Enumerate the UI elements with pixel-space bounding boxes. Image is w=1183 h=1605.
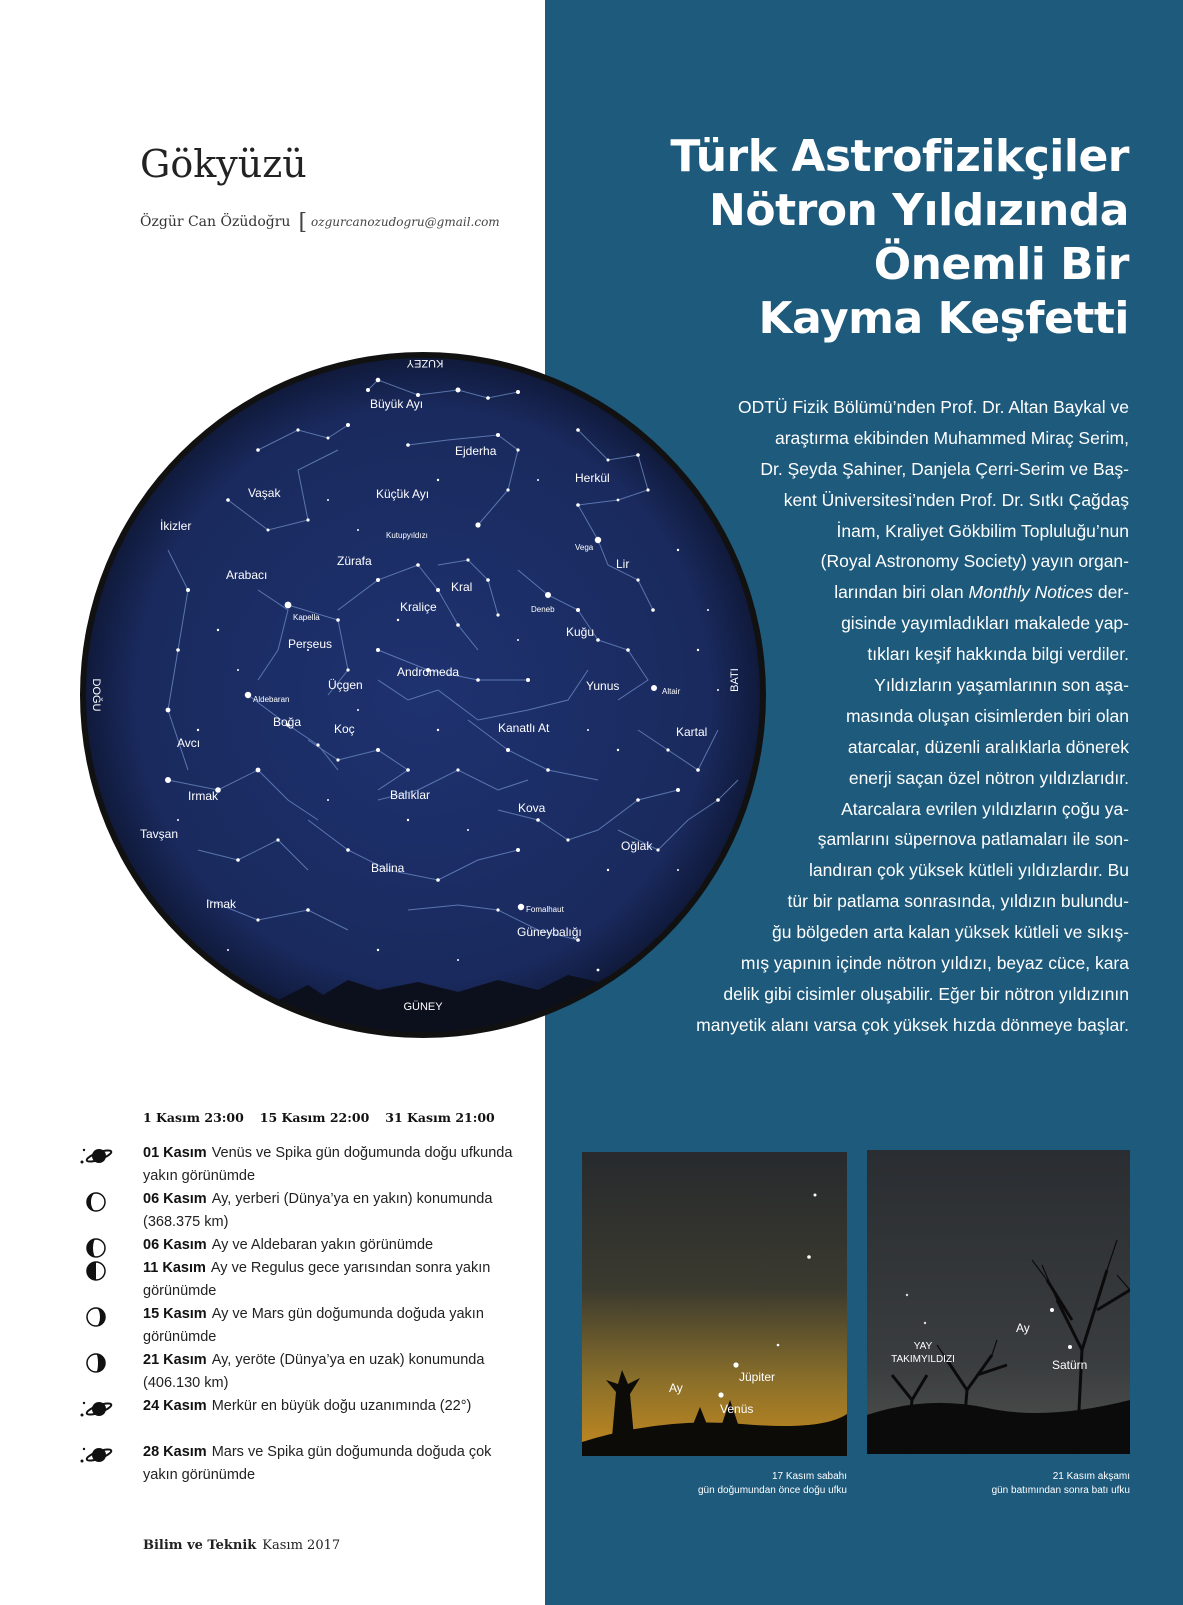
body-line: ğu bölgeden arta kalan yüksek kütleli ve sıkış- [772, 922, 1129, 943]
event-item [78, 1303, 518, 1349]
moon-phase-icon [78, 1351, 120, 1375]
sky-map [78, 350, 768, 1040]
author-line [140, 210, 500, 235]
event-text: Ay, yeröte (Dünya’ya en uzak) konumunda (406.130 km) [143, 1352, 485, 1391]
label-lir: Lir [616, 557, 630, 571]
label-irmak-1: Irmak [188, 789, 218, 803]
body-line-part: der- [1093, 582, 1129, 603]
event-date: 06 Kasım [143, 1237, 207, 1253]
event-date: 11 Kasım [143, 1260, 206, 1276]
event-text: Venüs ve Spika gün doğumunda doğu ufkunda yakın görünümde [143, 1145, 513, 1184]
body-line: landıran çok yüksek kütleli yıldızlardır. Bu [808, 860, 1129, 881]
label-kucuk-ayi: Küçük Ayı [376, 487, 430, 501]
body-line: kent Üniversitesi’nden Prof. Dr. Sıtkı Çağdaş [783, 489, 1129, 510]
label-arabaci: Arabacı [226, 568, 268, 582]
author-email[interactable]: ozgurcanozudogru@gmail.com [311, 215, 500, 229]
label-boga: Boğa [273, 715, 302, 729]
caption-line: 21 Kasım akşamı [1052, 1471, 1130, 1482]
label-deneb: Deneb [531, 605, 555, 614]
label-buyuk-ayi: Büyük Ayı [370, 397, 424, 411]
event-item [78, 1142, 518, 1188]
time-1: 1 Kasım 23:00 [143, 1110, 244, 1125]
label-ikizler: İkizler [160, 519, 192, 533]
planet-icon [78, 1443, 120, 1467]
planet-icon [78, 1397, 120, 1421]
body-line: Atarcalara evrilen yıldızların çoğu ya- [841, 798, 1129, 819]
event-text: Ay, yerberi (Dünya’ya en yakın) konumunda (368.375 km) [143, 1191, 493, 1230]
label-ejderha: Ejderha [455, 444, 497, 458]
morning-sky-image [582, 1152, 847, 1456]
event-date: 01 Kasım [143, 1145, 207, 1161]
label-kralice: Kraliçe [400, 600, 437, 614]
label-uccgen: Üçgen [328, 678, 363, 692]
label-vasak: Vaşak [248, 486, 281, 500]
label-perseus: Perseus [288, 637, 333, 651]
label-ay: Ay [669, 1381, 683, 1395]
label-yay: YAY [913, 1341, 933, 1352]
photo-evening-sky [867, 1150, 1130, 1454]
label-takimyildizi: TAKIMYILDIZI [891, 1354, 955, 1365]
event-item [78, 1188, 518, 1234]
label-ay: Ay [1016, 1321, 1030, 1335]
label-venus: Venüs [720, 1402, 754, 1416]
label-koc: Koç [334, 722, 355, 736]
body-line: manyetik alanı varsa çok yüksek hızda dönmeye başlar. [696, 1014, 1129, 1035]
label-kutupyildizi: Kutupyıldızı [386, 531, 428, 540]
caption-morning-sky [577, 1470, 847, 1498]
observation-times [143, 1110, 511, 1125]
issue-date: Kasım 2017 [262, 1538, 341, 1553]
event-item [78, 1257, 518, 1303]
label-saturn: Satürn [1052, 1358, 1088, 1372]
label-jupiter: Jüpiter [739, 1370, 776, 1384]
label-baliklar: Balıklar [390, 788, 431, 802]
body-line: (Royal Astronomy Society) yayın organ- [820, 551, 1129, 572]
event-item [78, 1395, 518, 1441]
page-footer [143, 1538, 340, 1553]
label-zurafa: Zürafa [337, 554, 372, 568]
headline-line: Önemli Bir [873, 239, 1129, 290]
body-line: tıkları keşif hakkında bilgi verdiler. [867, 644, 1129, 665]
event-date: 28 Kasım [143, 1444, 207, 1460]
label-altair: Altair [662, 687, 681, 696]
event-date: 06 Kasım [143, 1191, 207, 1207]
label-herkul: Herkül [575, 471, 610, 485]
label-kartal: Kartal [676, 725, 708, 739]
label-oglak: Oğlak [621, 839, 653, 853]
event-text: Ay ve Regulus gece yarısından sonra yakın görünümde [143, 1260, 491, 1299]
body-line: İnam, Kraliyet Gökbilim Topluluğu’nun [836, 520, 1129, 541]
compass-north: KUZEY [406, 357, 444, 369]
label-avci: Avcı [177, 736, 201, 750]
event-text: Ay ve Mars gün doğumunda doğuda yakın görünümde [143, 1306, 484, 1345]
body-line: enerji saçan özel nötron yıldızlarıdır. [848, 767, 1129, 788]
moon-phase-icon [78, 1305, 120, 1329]
time-3: 31 Kasım 21:00 [385, 1110, 495, 1125]
moon-phase-icon [78, 1259, 120, 1283]
body-line: Yıldızların yaşamlarının son aşa- [874, 675, 1129, 696]
planet-icon [78, 1144, 120, 1168]
body-line: mış yapının içinde nötron yıldızı, beyaz cüce, kara [740, 953, 1129, 974]
body-line: delik gibi cisimler oluşabilir. Eğer bir nötron yıldızının [723, 983, 1129, 1004]
article-headline [609, 130, 1129, 346]
event-date: 24 Kasım [143, 1398, 207, 1414]
event-item [78, 1234, 518, 1257]
body-line: ODTÜ Fizik Bölümü’nden Prof. Dr. Altan Baykal ve [738, 397, 1129, 417]
body-line: tür bir patlama sonrasında, yıldızın bulundu- [787, 891, 1129, 912]
label-yunus: Yunus [586, 679, 620, 693]
event-list [78, 1142, 518, 1487]
compass-east: DOĞU [90, 678, 102, 712]
event-date: 15 Kasım [143, 1306, 207, 1322]
label-andromeda: Andromeda [397, 665, 460, 679]
body-line: masında oluşan cisimlerden biri olan [845, 705, 1129, 726]
event-text: Mars ve Spika gün doğumunda doğuda çok yakın görünümde [143, 1444, 492, 1483]
body-line: atarcalar, düzenli aralıklarla dönerek [847, 736, 1129, 757]
photo-morning-sky [582, 1152, 847, 1456]
body-line: Dr. Şeyda Şahiner, Danjela Çerri-Serim ve Baş- [760, 458, 1129, 479]
compass-south: GÜNEY [403, 1001, 443, 1013]
label-irmak-2: Irmak [206, 897, 236, 911]
label-vega: Vega [575, 543, 594, 552]
label-aldebaran: Aldebaran [253, 695, 290, 704]
label-fomalhaut: Fomalhaut [526, 905, 564, 914]
bracket-glyph: [ [298, 210, 308, 235]
label-tavsan: Tavşan [140, 827, 179, 841]
event-text: Ay ve Aldebaran yakın görünümde [211, 1237, 434, 1253]
caption-evening-sky [860, 1470, 1130, 1498]
evening-sky-image [867, 1150, 1130, 1454]
event-date: 21 Kasım [143, 1352, 207, 1368]
body-line: gisinde yayımladıkları makalede yap- [841, 613, 1129, 634]
label-kanatli-at: Kanatlı At [498, 721, 550, 735]
event-item [78, 1349, 518, 1395]
body-line: şamlarını süpernova patlamaları ile son- [817, 829, 1129, 850]
journal-name: Monthly Notices [968, 582, 1094, 603]
headline-line: Nötron Yıldızında [709, 185, 1129, 236]
label-kugu: Kuğu [566, 625, 595, 639]
headline-line: Kayma Keşfetti [758, 293, 1129, 344]
label-kova: Kova [518, 801, 546, 815]
section-title: Gökyüzü [140, 142, 307, 186]
author-name: Özgür Can Özüdoğru [140, 214, 291, 230]
event-text: Merkür en büyük doğu uzanımında (22°) [211, 1398, 472, 1414]
magazine-name: Bilim ve Teknik [143, 1538, 257, 1553]
caption-line: gün batımından sonra batı ufku [991, 1485, 1130, 1496]
moon-phase-icon [78, 1190, 120, 1214]
compass-west: BATI [729, 668, 741, 692]
label-balina: Balina [371, 861, 405, 875]
caption-line: gün doğumundan önce doğu ufku [697, 1485, 847, 1496]
event-item [78, 1441, 518, 1487]
caption-line: 17 Kasım sabahı [771, 1471, 847, 1482]
label-kapella: Kapella [293, 613, 320, 622]
headline-line: Türk Astrofizikçiler [670, 131, 1129, 182]
body-line-part: larından biri olan [834, 582, 964, 603]
time-2: 15 Kasım 22:00 [259, 1110, 370, 1125]
label-guneybaligi: Güneybalığı [517, 925, 582, 939]
label-kral: Kral [451, 580, 473, 594]
body-line: araştırma ekibinden Muhammed Miraç Serim, [774, 427, 1129, 448]
